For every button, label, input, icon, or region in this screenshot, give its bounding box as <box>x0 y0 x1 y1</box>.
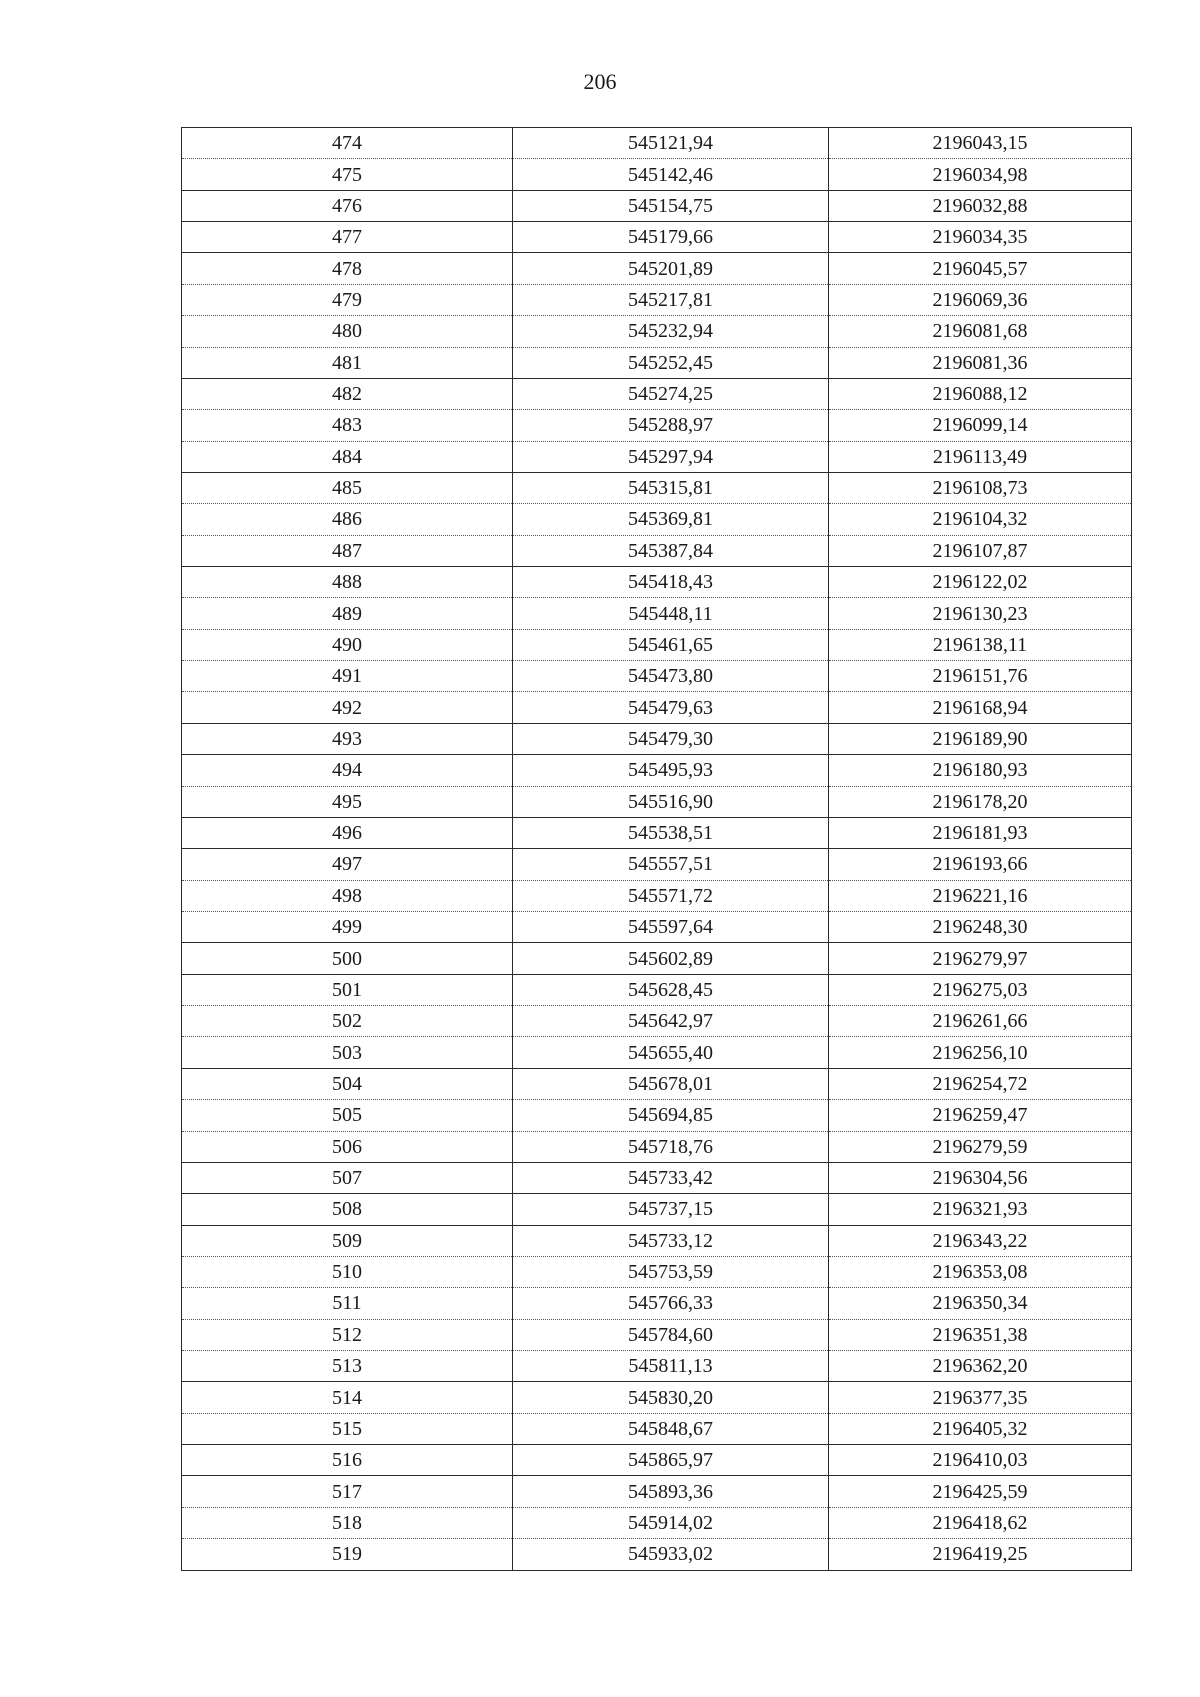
point-number-cell: 519 <box>182 1539 513 1570</box>
y-coordinate-cell: 2196151,76 <box>829 661 1132 692</box>
y-coordinate-cell: 2196256,10 <box>829 1037 1132 1068</box>
x-coordinate-cell: 545252,45 <box>513 347 829 378</box>
y-coordinate-cell: 2196122,02 <box>829 567 1132 598</box>
x-coordinate-cell: 545642,97 <box>513 1006 829 1037</box>
table-row <box>182 535 1132 566</box>
x-coordinate-cell: 545628,45 <box>513 974 829 1005</box>
y-coordinate-cell: 2196261,66 <box>829 1006 1132 1037</box>
x-coordinate-cell: 545893,36 <box>513 1476 829 1507</box>
y-coordinate-cell: 2196107,87 <box>829 535 1132 566</box>
x-coordinate-cell: 545602,89 <box>513 943 829 974</box>
y-coordinate-cell: 2196032,88 <box>829 190 1132 221</box>
point-number-cell: 482 <box>182 378 513 409</box>
x-coordinate-cell: 545678,01 <box>513 1068 829 1099</box>
point-number-cell: 486 <box>182 504 513 535</box>
x-coordinate-cell: 545142,46 <box>513 159 829 190</box>
point-number-cell: 508 <box>182 1194 513 1225</box>
x-coordinate-cell: 545179,66 <box>513 222 829 253</box>
y-coordinate-cell: 2196350,34 <box>829 1288 1132 1319</box>
table-row <box>182 222 1132 253</box>
table-row <box>182 1382 1132 1413</box>
point-number-cell: 491 <box>182 661 513 692</box>
table-row <box>182 128 1132 159</box>
x-coordinate-cell: 545232,94 <box>513 316 829 347</box>
y-coordinate-cell: 2196081,36 <box>829 347 1132 378</box>
y-coordinate-cell: 2196275,03 <box>829 974 1132 1005</box>
point-number-cell: 475 <box>182 159 513 190</box>
table-row <box>182 1225 1132 1256</box>
point-number-cell: 516 <box>182 1445 513 1476</box>
point-number-cell: 507 <box>182 1162 513 1193</box>
point-number-cell: 476 <box>182 190 513 221</box>
y-coordinate-cell: 2196034,98 <box>829 159 1132 190</box>
table-row <box>182 1507 1132 1538</box>
y-coordinate-cell: 2196113,49 <box>829 441 1132 472</box>
table-row <box>182 1037 1132 1068</box>
x-coordinate-cell: 545369,81 <box>513 504 829 535</box>
point-number-cell: 497 <box>182 849 513 880</box>
table-row <box>182 1319 1132 1350</box>
x-coordinate-cell: 545154,75 <box>513 190 829 221</box>
x-coordinate-cell: 545733,42 <box>513 1162 829 1193</box>
point-number-cell: 517 <box>182 1476 513 1507</box>
x-coordinate-cell: 545495,93 <box>513 755 829 786</box>
y-coordinate-cell: 2196104,32 <box>829 504 1132 535</box>
x-coordinate-cell: 545737,15 <box>513 1194 829 1225</box>
y-coordinate-cell: 2196259,47 <box>829 1100 1132 1131</box>
table-row <box>182 1131 1132 1162</box>
point-number-cell: 478 <box>182 253 513 284</box>
x-coordinate-cell: 545733,12 <box>513 1225 829 1256</box>
point-number-cell: 487 <box>182 535 513 566</box>
table-row <box>182 1256 1132 1287</box>
x-coordinate-cell: 545217,81 <box>513 284 829 315</box>
point-number-cell: 501 <box>182 974 513 1005</box>
table-row <box>182 472 1132 503</box>
y-coordinate-cell: 2196425,59 <box>829 1476 1132 1507</box>
table-row <box>182 1445 1132 1476</box>
point-number-cell: 511 <box>182 1288 513 1319</box>
x-coordinate-cell: 545753,59 <box>513 1256 829 1287</box>
point-number-cell: 505 <box>182 1100 513 1131</box>
table-row <box>182 347 1132 378</box>
point-number-cell: 499 <box>182 911 513 942</box>
y-coordinate-cell: 2196088,12 <box>829 378 1132 409</box>
table-row <box>182 692 1132 723</box>
y-coordinate-cell: 2196193,66 <box>829 849 1132 880</box>
x-coordinate-cell: 545655,40 <box>513 1037 829 1068</box>
table-row <box>182 1068 1132 1099</box>
y-coordinate-cell: 2196099,14 <box>829 410 1132 441</box>
x-coordinate-cell: 545914,02 <box>513 1507 829 1538</box>
table-row <box>182 441 1132 472</box>
x-coordinate-cell: 545479,30 <box>513 723 829 754</box>
x-coordinate-cell: 545865,97 <box>513 1445 829 1476</box>
y-coordinate-cell: 2196138,11 <box>829 629 1132 660</box>
x-coordinate-cell: 545811,13 <box>513 1351 829 1382</box>
table-row <box>182 378 1132 409</box>
table-row <box>182 755 1132 786</box>
y-coordinate-cell: 2196321,93 <box>829 1194 1132 1225</box>
x-coordinate-cell: 545766,33 <box>513 1288 829 1319</box>
y-coordinate-cell: 2196279,97 <box>829 943 1132 974</box>
x-coordinate-cell: 545571,72 <box>513 880 829 911</box>
y-coordinate-cell: 2196351,38 <box>829 1319 1132 1350</box>
point-number-cell: 496 <box>182 817 513 848</box>
point-number-cell: 510 <box>182 1256 513 1287</box>
y-coordinate-cell: 2196362,20 <box>829 1351 1132 1382</box>
x-coordinate-cell: 545274,25 <box>513 378 829 409</box>
point-number-cell: 503 <box>182 1037 513 1068</box>
point-number-cell: 480 <box>182 316 513 347</box>
y-coordinate-cell: 2196419,25 <box>829 1539 1132 1570</box>
y-coordinate-cell: 2196254,72 <box>829 1068 1132 1099</box>
point-number-cell: 495 <box>182 786 513 817</box>
x-coordinate-cell: 545718,76 <box>513 1131 829 1162</box>
x-coordinate-cell: 545933,02 <box>513 1539 829 1570</box>
y-coordinate-cell: 2196377,35 <box>829 1382 1132 1413</box>
x-coordinate-cell: 545479,63 <box>513 692 829 723</box>
table-row <box>182 817 1132 848</box>
point-number-cell: 512 <box>182 1319 513 1350</box>
table-row <box>182 316 1132 347</box>
table-row <box>182 190 1132 221</box>
table-row <box>182 1539 1132 1570</box>
y-coordinate-cell: 2196168,94 <box>829 692 1132 723</box>
x-coordinate-cell: 545516,90 <box>513 786 829 817</box>
point-number-cell: 479 <box>182 284 513 315</box>
point-number-cell: 483 <box>182 410 513 441</box>
y-coordinate-cell: 2196189,90 <box>829 723 1132 754</box>
x-coordinate-cell: 545557,51 <box>513 849 829 880</box>
table-row <box>182 1100 1132 1131</box>
y-coordinate-cell: 2196180,93 <box>829 755 1132 786</box>
point-number-cell: 515 <box>182 1413 513 1444</box>
table-row <box>182 567 1132 598</box>
point-number-cell: 492 <box>182 692 513 723</box>
table-row <box>182 1162 1132 1193</box>
table-row <box>182 1351 1132 1382</box>
y-coordinate-cell: 2196248,30 <box>829 911 1132 942</box>
point-number-cell: 502 <box>182 1006 513 1037</box>
x-coordinate-cell: 545418,43 <box>513 567 829 598</box>
table-row <box>182 723 1132 754</box>
table-row <box>182 661 1132 692</box>
y-coordinate-cell: 2196045,57 <box>829 253 1132 284</box>
x-coordinate-cell: 545784,60 <box>513 1319 829 1350</box>
point-number-cell: 489 <box>182 598 513 629</box>
point-number-cell: 513 <box>182 1351 513 1382</box>
x-coordinate-cell: 545830,20 <box>513 1382 829 1413</box>
point-number-cell: 518 <box>182 1507 513 1538</box>
table-row <box>182 410 1132 441</box>
x-coordinate-cell: 545461,65 <box>513 629 829 660</box>
point-number-cell: 509 <box>182 1225 513 1256</box>
x-coordinate-cell: 545288,97 <box>513 410 829 441</box>
point-number-cell: 494 <box>182 755 513 786</box>
y-coordinate-cell: 2196418,62 <box>829 1507 1132 1538</box>
table-row <box>182 284 1132 315</box>
x-coordinate-cell: 545538,51 <box>513 817 829 848</box>
table-row <box>182 1413 1132 1444</box>
table-row <box>182 880 1132 911</box>
point-number-cell: 493 <box>182 723 513 754</box>
table-row <box>182 786 1132 817</box>
x-coordinate-cell: 545315,81 <box>513 472 829 503</box>
y-coordinate-cell: 2196221,16 <box>829 880 1132 911</box>
y-coordinate-cell: 2196034,35 <box>829 222 1132 253</box>
y-coordinate-cell: 2196108,73 <box>829 472 1132 503</box>
y-coordinate-cell: 2196279,59 <box>829 1131 1132 1162</box>
point-number-cell: 488 <box>182 567 513 598</box>
point-number-cell: 514 <box>182 1382 513 1413</box>
point-number-cell: 490 <box>182 629 513 660</box>
y-coordinate-cell: 2196410,03 <box>829 1445 1132 1476</box>
point-number-cell: 477 <box>182 222 513 253</box>
x-coordinate-cell: 545448,11 <box>513 598 829 629</box>
point-number-cell: 484 <box>182 441 513 472</box>
y-coordinate-cell: 2196304,56 <box>829 1162 1132 1193</box>
coordinates-table <box>181 127 1132 1571</box>
page-number: 206 <box>583 69 617 94</box>
x-coordinate-cell: 545473,80 <box>513 661 829 692</box>
y-coordinate-cell: 2196178,20 <box>829 786 1132 817</box>
y-coordinate-cell: 2196130,23 <box>829 598 1132 629</box>
table-row <box>182 504 1132 535</box>
x-coordinate-cell: 545121,94 <box>513 128 829 159</box>
y-coordinate-cell: 2196043,15 <box>829 128 1132 159</box>
x-coordinate-cell: 545848,67 <box>513 1413 829 1444</box>
table-row <box>182 974 1132 1005</box>
table-row <box>182 253 1132 284</box>
table-row <box>182 1476 1132 1507</box>
y-coordinate-cell: 2196343,22 <box>829 1225 1132 1256</box>
x-coordinate-cell: 545694,85 <box>513 1100 829 1131</box>
table-row <box>182 1194 1132 1225</box>
point-number-cell: 504 <box>182 1068 513 1099</box>
x-coordinate-cell: 545597,64 <box>513 911 829 942</box>
coordinates-table-body <box>182 128 1132 1571</box>
table-row <box>182 598 1132 629</box>
y-coordinate-cell: 2196069,36 <box>829 284 1132 315</box>
point-number-cell: 506 <box>182 1131 513 1162</box>
y-coordinate-cell: 2196405,32 <box>829 1413 1132 1444</box>
x-coordinate-cell: 545297,94 <box>513 441 829 472</box>
point-number-cell: 485 <box>182 472 513 503</box>
table-row <box>182 1006 1132 1037</box>
x-coordinate-cell: 545201,89 <box>513 253 829 284</box>
table-row <box>182 943 1132 974</box>
table-row <box>182 1288 1132 1319</box>
x-coordinate-cell: 545387,84 <box>513 535 829 566</box>
table-row <box>182 629 1132 660</box>
point-number-cell: 500 <box>182 943 513 974</box>
table-row <box>182 911 1132 942</box>
y-coordinate-cell: 2196181,93 <box>829 817 1132 848</box>
point-number-cell: 481 <box>182 347 513 378</box>
point-number-cell: 498 <box>182 880 513 911</box>
y-coordinate-cell: 2196353,08 <box>829 1256 1132 1287</box>
point-number-cell: 474 <box>182 128 513 159</box>
table-row <box>182 849 1132 880</box>
y-coordinate-cell: 2196081,68 <box>829 316 1132 347</box>
table-row <box>182 159 1132 190</box>
